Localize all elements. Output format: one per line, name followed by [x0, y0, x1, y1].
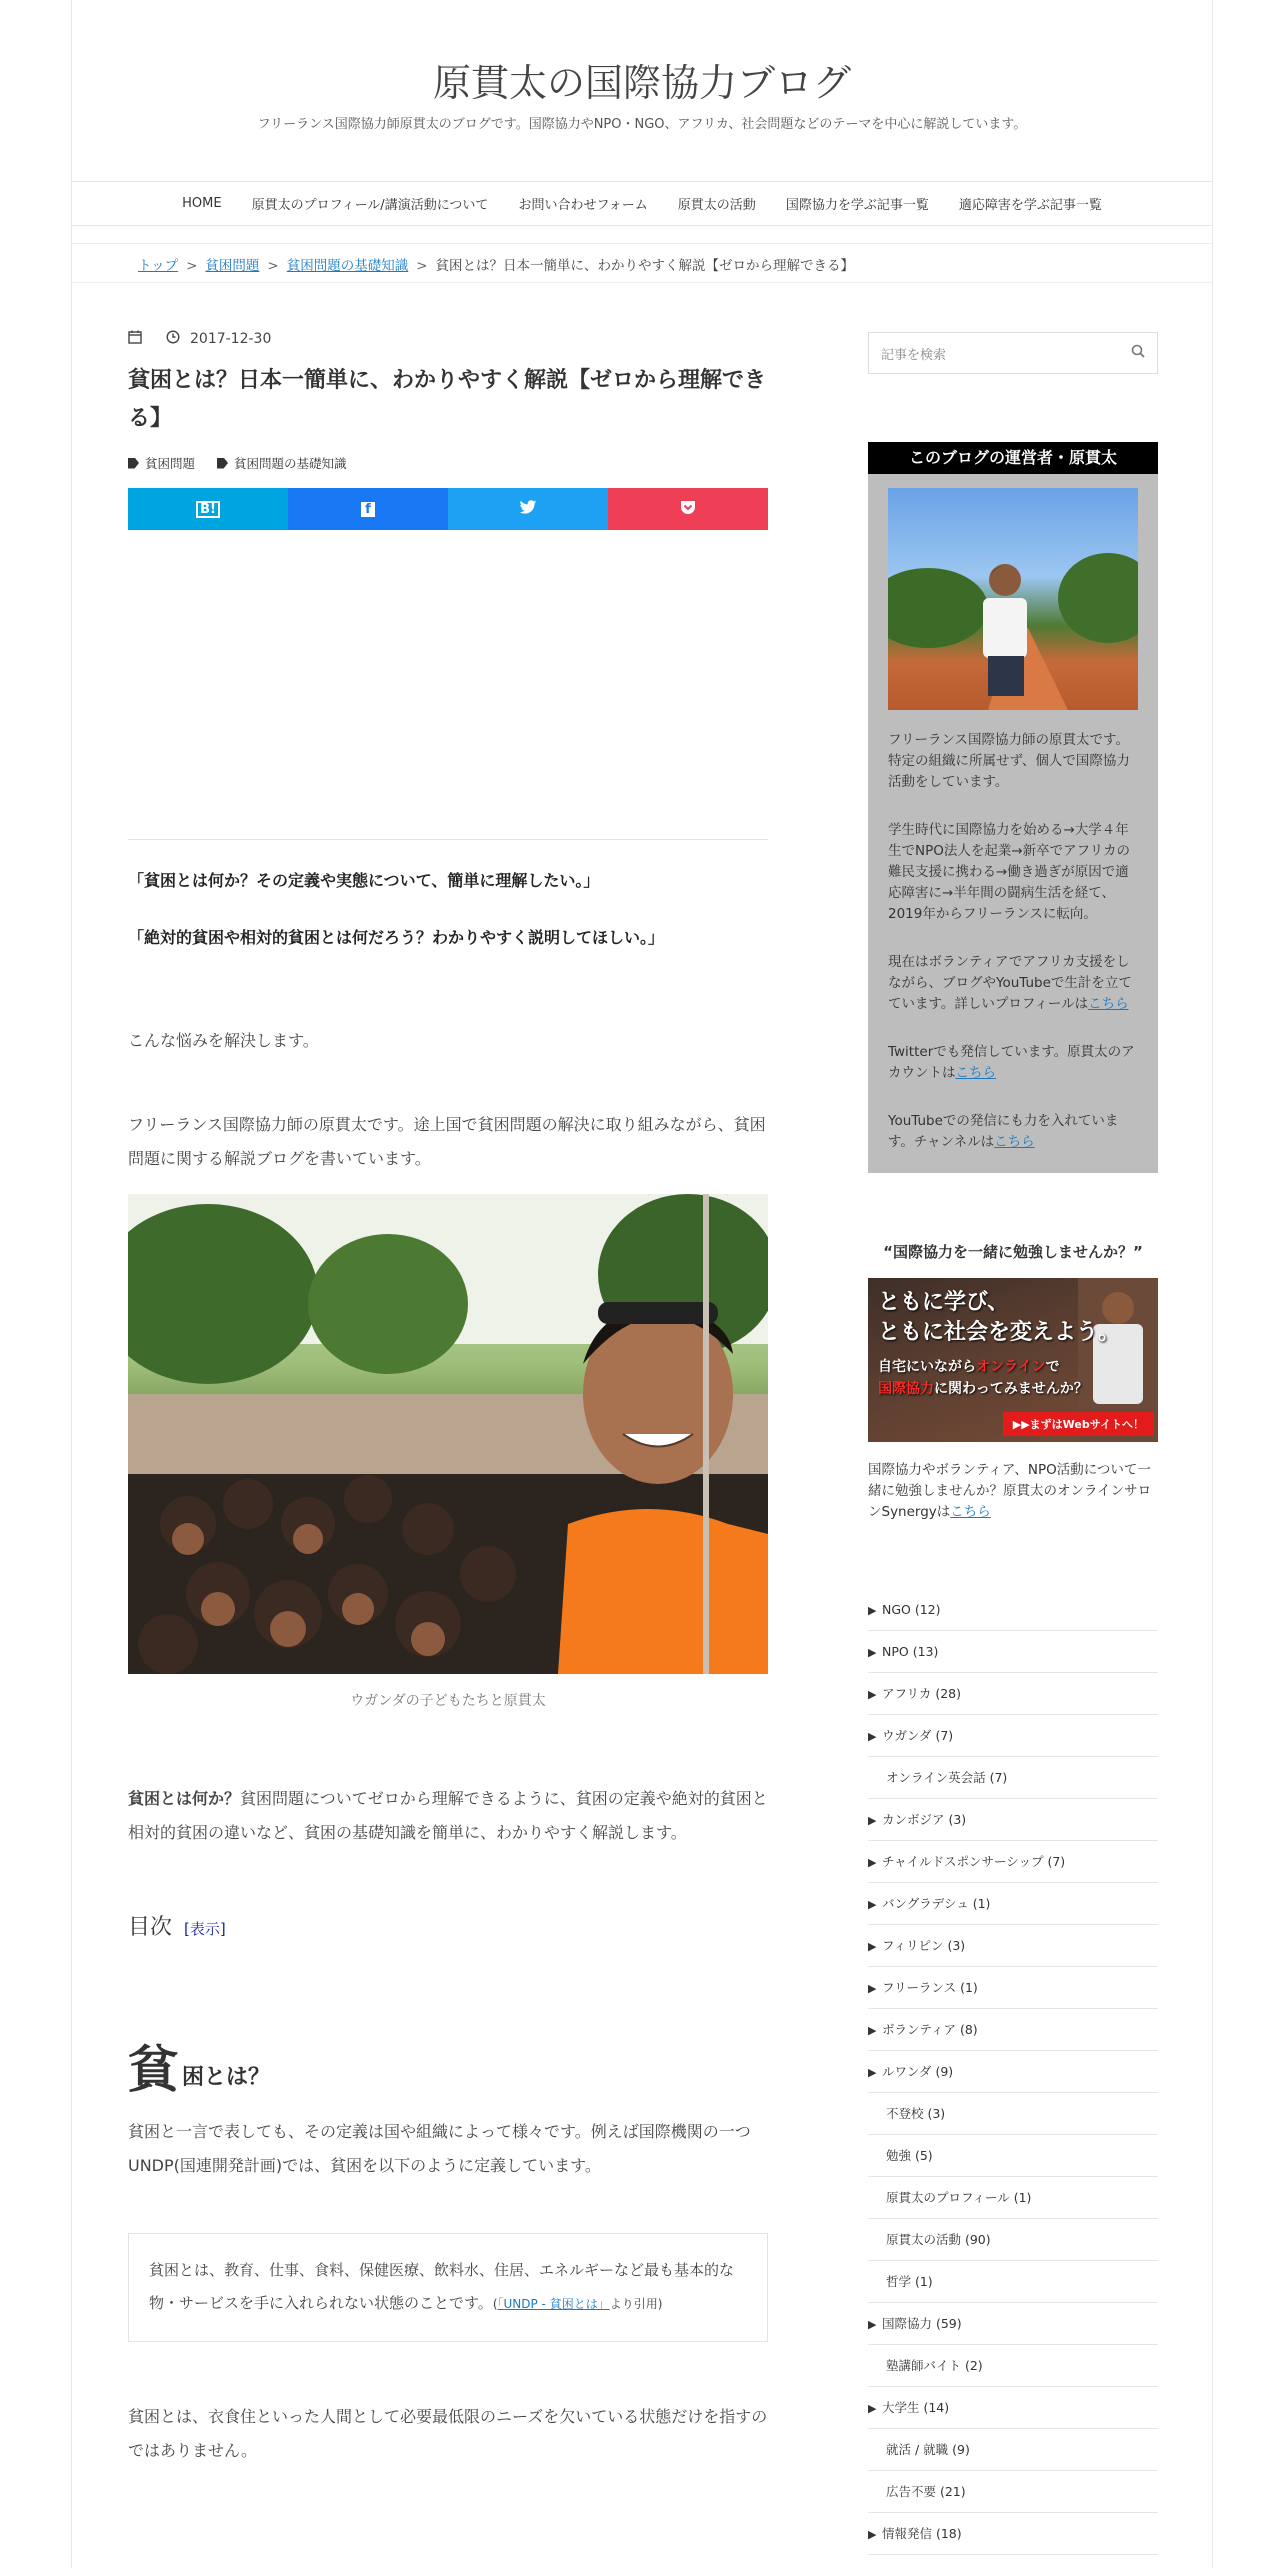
facebook-icon: f [361, 502, 375, 517]
youtube-link[interactable]: こちら [994, 1134, 1035, 1150]
category-label: NPO (13) [882, 1644, 939, 1659]
synergy-link[interactable]: こちら [950, 1504, 991, 1520]
lead-question-1: 「貧困とは何か？その定義や実態について、簡単に理解したい。」 [128, 871, 600, 890]
study-widget-title: “国際協力を一緒に勉強しませんか？” [883, 1243, 1143, 1261]
caret-right-icon: ▶ [868, 2318, 877, 2331]
share-facebook-button[interactable] [288, 488, 448, 530]
category-label: チャイルドスポンサーシップ (7) [882, 1854, 1066, 1869]
category-item[interactable] [868, 2093, 1158, 2135]
caret-right-icon: ▶ [868, 1856, 877, 1869]
category-label: 塾講師バイト (2) [886, 2358, 983, 2373]
toc-toggle[interactable]: [表示] [184, 1920, 226, 1938]
clock-icon [166, 330, 180, 348]
article-photo [128, 1194, 768, 1674]
category-item[interactable] [868, 1757, 1158, 1799]
quote-source-link[interactable]: 「UNDP - 貧困とは」 [497, 2297, 610, 2311]
intro-rest: 貧困問題についてゼロから理解できるように、貧困の定義や絶対的貧困と相対的貧困の違いなど、貧困の基礎知識を簡単に、わかりやすく解説します。 [128, 1789, 768, 1842]
category-label: 広告不要 (21) [886, 2484, 966, 2499]
category-label: アフリカ (28) [882, 1686, 962, 1701]
category-item[interactable] [868, 1631, 1158, 1673]
category-label: 哲学 (1) [886, 2274, 933, 2289]
paragraph: 貧困と一言で表しても、その定義は国や組織によって様々です。例えば国際機関の一つUNDP(国連開発計画)では、貧困を以下のように定義しています。 [128, 2122, 751, 2175]
twitter-icon [519, 500, 537, 519]
ad-placeholder [128, 530, 768, 840]
caret-right-icon: ▶ [868, 2066, 877, 2079]
caret-right-icon: ▶ [868, 1814, 877, 1827]
caret-right-icon: ▶ [868, 1604, 877, 1617]
category-item[interactable] [868, 2513, 1158, 2555]
synergy-banner[interactable] [868, 1278, 1158, 1442]
category-item[interactable] [868, 1673, 1158, 1715]
category-label: ウガンダ (7) [882, 1728, 954, 1743]
category-item[interactable] [868, 2261, 1158, 2303]
category-label: NGO (12) [882, 1602, 941, 1617]
category-item[interactable] [868, 2345, 1158, 2387]
category-list [868, 1589, 1158, 2555]
category-item[interactable] [868, 2429, 1158, 2471]
category-label: フィリピン (3) [882, 1938, 966, 1953]
category-item[interactable] [868, 2051, 1158, 2093]
nav-contact[interactable]: お問い合わせフォーム [518, 198, 648, 213]
undp-quote [128, 2233, 768, 2342]
nav-profile[interactable]: 原貫太のプロフィール/講演活動について [251, 198, 489, 213]
category-label: 情報発信 (18) [882, 2526, 962, 2541]
post-date: 2017-12-30 [190, 331, 272, 347]
category-label: 就活 / 就職 (9) [886, 2442, 970, 2457]
share-pocket-button[interactable] [608, 488, 768, 530]
breadcrumb-poverty-basics[interactable]: 貧困問題の基礎知識 [286, 258, 409, 274]
paragraph-intro [128, 1782, 768, 1850]
pocket-icon [680, 500, 696, 519]
section-heading-initial: 貧 [128, 2041, 178, 2099]
category-item[interactable] [868, 2219, 1158, 2261]
section-heading-rest: 困とは？ [182, 2065, 271, 2090]
site-title[interactable]: 原貫太の国際協力ブログ [432, 61, 851, 105]
post-tags [128, 454, 768, 472]
category-item[interactable] [868, 1799, 1158, 1841]
nav-intl-coop-list[interactable]: 国際協力を学ぶ記事一覧 [785, 198, 929, 213]
category-item[interactable] [868, 1925, 1158, 1967]
table-of-contents [128, 1910, 768, 1941]
profile-illustration [888, 488, 1138, 710]
profile-widget [868, 442, 1158, 1173]
search-input[interactable]: 記事を検索 [881, 347, 947, 363]
category-item[interactable] [868, 1883, 1158, 1925]
breadcrumb-top[interactable]: トップ [138, 258, 179, 274]
category-item[interactable] [868, 2009, 1158, 2051]
profile-paragraph: 学生時代に国際協力を始める→大学４年生でNPO法人を起業→新卒でアフリカの難民支援に携わる→働き過ぎが原因で適応障害に→半年間の闘病生活を経て、2019年からフリーランスに転向。 [888, 822, 1131, 922]
category-label: 原貫太のプロフィール (1) [886, 2190, 1032, 2205]
category-item[interactable] [868, 2177, 1158, 2219]
category-item[interactable] [868, 1841, 1158, 1883]
category-label: フリーランス (1) [882, 1980, 978, 1995]
breadcrumb-separator: > [267, 258, 279, 274]
nav-home[interactable]: HOME [182, 196, 222, 211]
breadcrumb [138, 254, 854, 274]
search-icon[interactable] [1131, 344, 1145, 362]
post-meta [128, 330, 768, 348]
category-label: ルワンダ (9) [882, 2064, 954, 2079]
share-buttons [128, 488, 768, 530]
profile-paragraph: Twitterでも発信しています。原貫太のアカウントはこちら [888, 1044, 1135, 1081]
article [128, 330, 768, 2468]
category-label: オンライン英会話 (7) [886, 1770, 1008, 1785]
twitter-link[interactable]: こちら [955, 1065, 996, 1081]
paragraph: 貧困とは、衣食住といった人間として必要最低限のニーズを欠いている状態だけを指すのではありません。 [128, 2407, 768, 2460]
post-title: 貧困とは？日本一簡単に、わかりやすく解説【ゼロから理解できる】 [128, 368, 767, 431]
tag-label: 貧困問題の基礎知識 [234, 456, 347, 471]
hatena-icon: B! [196, 501, 220, 518]
caret-right-icon: ▶ [868, 1982, 877, 1995]
breadcrumb-current: 貧困とは？日本一簡単に、わかりやすく解説【ゼロから理解できる】 [435, 258, 855, 274]
breadcrumb-separator: > [186, 258, 198, 274]
banner-subline: 自宅にいながらオンラインで 国際協力に関わってみませんか？ [878, 1359, 1088, 1397]
quote-source: (「UNDP - 貧困とは」より引用) [492, 2297, 663, 2311]
paragraph: フリーランス国際協力師の原貫太です。途上国で貧困問題の解決に取り組みながら、貧困問題に関する解説ブログを書いています。 [128, 1115, 766, 1168]
category-item[interactable] [868, 1967, 1158, 2009]
banner-headline: ともに学び、 ともに社会を変えよう。 [878, 1290, 1121, 1345]
photo-caption: ウガンダの子どもたちと原貫太 [350, 1693, 546, 1709]
category-item[interactable] [868, 1715, 1158, 1757]
global-nav [72, 181, 1212, 226]
category-label: 大学生 (14) [882, 2400, 950, 2415]
sidebar [868, 332, 1158, 2555]
category-label: 国際協力 (59) [882, 2316, 962, 2331]
tag-label: 貧困問題 [145, 456, 196, 471]
quote-text: 貧困とは、教育、仕事、食料、保健医療、飲料水、住居、エネルギーなど最も基本的な物・サービスを手に入れられない状態のことです。 [149, 2261, 735, 2312]
page-wrapper [71, 0, 1213, 2568]
banner-cta[interactable]: ▶▶まずはWebサイトへ！ [1003, 1412, 1154, 1436]
profile-paragraph: YouTubeでの発信にも力を入れています。チャンネルはこちら [888, 1113, 1119, 1150]
caret-right-icon: ▶ [868, 2024, 877, 2037]
category-item[interactable] [868, 2135, 1158, 2177]
nav-activities[interactable]: 原貫太の活動 [677, 198, 756, 213]
toc-title: 目次 [128, 1915, 173, 1940]
category-label: カンボジア (3) [882, 1812, 967, 1827]
site-description: フリーランス国際協力師原貫太のブログです。国際協力やNPO・NGO、アフリカ、社会問題などのテーマを中心に解説しています。 [257, 117, 1027, 132]
nav-adjustment-list[interactable]: 適応障害を学ぶ記事一覧 [958, 198, 1102, 213]
category-label: ボランティア (8) [882, 2022, 978, 2037]
caret-right-icon: ▶ [868, 2528, 877, 2541]
calendar-icon [128, 330, 142, 348]
tag-icon [128, 458, 139, 469]
tag-poverty-basics[interactable] [217, 454, 347, 472]
profile-photo [888, 488, 1138, 710]
category-item[interactable] [868, 2471, 1158, 2513]
category-label: バングラデシュ (1) [882, 1896, 991, 1911]
lead-question-2: 「絶対的貧困や相対的貧困とは何だろう？わかりやすく説明してほしい。」 [128, 928, 665, 947]
section-heading [128, 2041, 768, 2099]
profile-paragraph: 現在はボランティアでアフリカ支援をしながら、ブログやYouTubeで生計を立てています。詳しいプロフィールはこちら [888, 954, 1132, 1012]
breadcrumb-separator: > [416, 258, 428, 274]
caret-right-icon: ▶ [868, 2402, 877, 2415]
category-label: 不登校 (3) [886, 2106, 946, 2121]
caret-right-icon: ▶ [868, 1646, 877, 1659]
caret-right-icon: ▶ [868, 1688, 877, 1701]
tag-icon [217, 458, 228, 469]
caret-right-icon: ▶ [868, 1730, 877, 1743]
breadcrumb-bar [72, 243, 1212, 283]
tag-poverty[interactable] [128, 454, 195, 472]
category-item[interactable] [868, 2303, 1158, 2345]
paragraph: こんな悩みを解決します。 [128, 1031, 319, 1050]
share-hatena-button[interactable] [128, 488, 288, 530]
caret-right-icon: ▶ [868, 1898, 877, 1911]
share-twitter-button[interactable] [448, 488, 608, 530]
intro-bold: 貧困とは何か？ [128, 1789, 241, 1808]
study-widget-text: 国際協力やボランティア、NPO活動について一緒に勉強しませんか？原貫太のオンラインサロンSynergyはこちら [868, 1462, 1152, 1520]
profile-link[interactable]: こちら [1088, 996, 1129, 1012]
caret-right-icon: ▶ [868, 1940, 877, 1953]
profile-heading: このブログの運営者・原貫太 [868, 442, 1158, 474]
profile-paragraph: フリーランス国際協力師の原貫太です。特定の組織に所属せず、個人で国際協力活動をしています。 [888, 732, 1130, 790]
photo-illustration [128, 1194, 768, 1674]
profile-text [868, 710, 1158, 1173]
category-label: 勉強 (5) [886, 2148, 933, 2163]
breadcrumb-poverty[interactable]: 貧困問題 [205, 258, 260, 274]
category-item[interactable] [868, 1589, 1158, 1631]
search-box[interactable] [868, 332, 1158, 374]
category-item[interactable] [868, 2387, 1158, 2429]
category-label: 原貫太の活動 (90) [886, 2232, 991, 2247]
